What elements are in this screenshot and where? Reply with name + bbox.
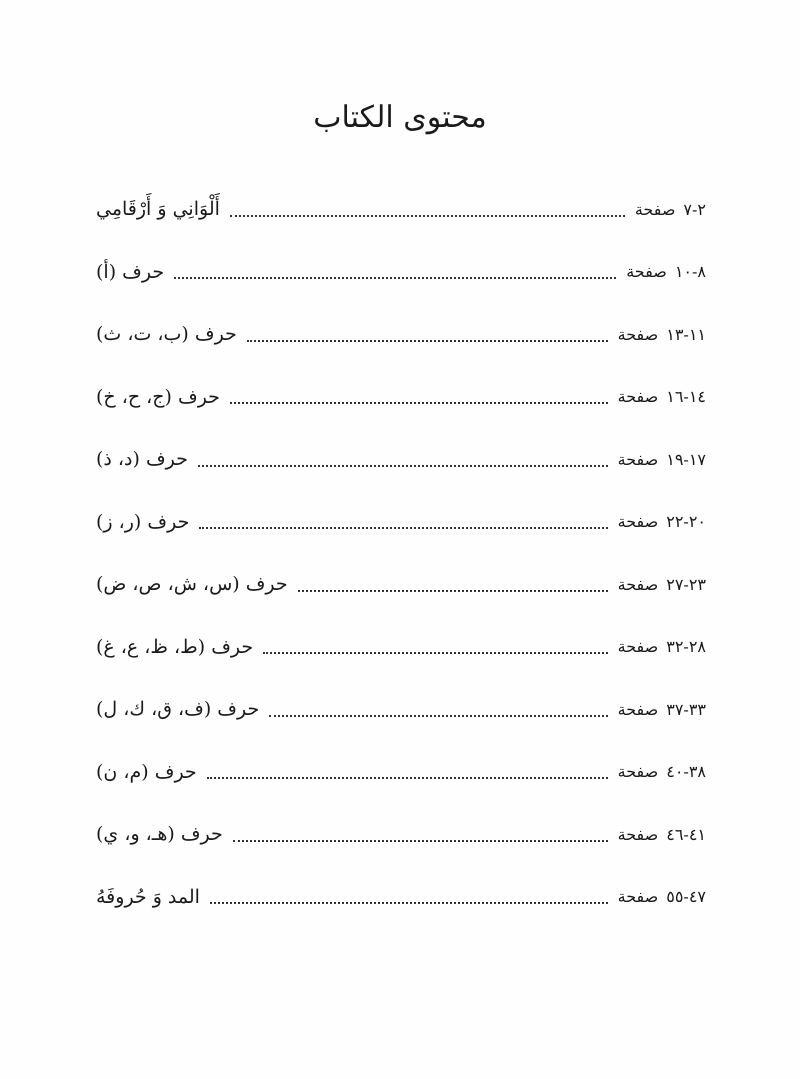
toc-entry — [96, 803, 706, 866]
toc-entry-title: حرف (م، ن) — [96, 760, 197, 783]
page-range: ١١-١٣ — [666, 324, 706, 344]
page-range: ٢٣-٢٧ — [666, 574, 706, 594]
page-range: ١٤-١٦ — [666, 387, 706, 407]
dot-leader — [230, 401, 608, 404]
page-word: صفحة — [634, 199, 676, 219]
page-word: صفحة — [617, 512, 659, 532]
toc-entry — [96, 241, 706, 304]
dot-leader — [233, 839, 608, 842]
toc-entry-page — [618, 325, 706, 344]
page-word: صفحة — [617, 574, 659, 594]
toc-entry-title: حرف (ج، ح، خ) — [96, 385, 220, 408]
page-word: صفحة — [617, 824, 659, 844]
toc-entry-title: حرف (ب، ت، ث) — [96, 323, 237, 346]
page-word: صفحة — [617, 387, 659, 407]
toc-entry-page — [618, 762, 706, 781]
toc-entry-page — [618, 825, 706, 844]
toc-entry-page — [626, 262, 706, 281]
page-word: صفحة — [617, 449, 659, 469]
page-range: ٤١-٤٦ — [666, 824, 706, 844]
page-range: ٣٨-٤٠ — [666, 762, 706, 782]
toc-entry — [96, 866, 706, 929]
toc-entry-title: حرف (ط، ظ، ع، غ) — [96, 635, 254, 658]
toc-entry-title: حرف (س، ش، ص، ض) — [96, 573, 288, 596]
toc-entry — [96, 428, 706, 491]
toc-entry — [96, 491, 706, 554]
page-range: ٤٧-٥٥ — [666, 887, 706, 907]
toc-entry-page — [618, 637, 706, 656]
page-word: صفحة — [617, 699, 659, 719]
dot-leader — [207, 776, 608, 779]
toc-entry-page — [618, 450, 706, 469]
dot-leader — [210, 901, 608, 904]
toc-entry — [96, 741, 706, 804]
page-range: ١٧-١٩ — [666, 449, 706, 469]
toc-entry-title: حرف (د، ذ) — [96, 448, 188, 471]
dot-leader — [298, 589, 608, 592]
page-range: ٢-٧ — [683, 199, 706, 219]
toc-entry — [96, 616, 706, 679]
toc-entry-page — [618, 512, 706, 531]
toc-entry — [96, 553, 706, 616]
page-range: ٣٣-٣٧ — [666, 699, 706, 719]
toc-entry-title: حرف (هـ، و، ي) — [96, 823, 223, 846]
page-word: صفحة — [626, 262, 667, 282]
dot-leader — [230, 214, 625, 217]
toc-entry-title: أَلْوَانِي وَ أَرْقَامِي — [96, 198, 220, 221]
table-of-contents — [96, 178, 706, 928]
toc-entry-page — [618, 887, 706, 906]
toc-entry-page — [618, 575, 706, 594]
page-word: صفحة — [617, 762, 659, 782]
page-range: ٢٨-٣٢ — [666, 637, 706, 657]
dot-leader — [174, 276, 616, 279]
toc-entry-title: المد وَ حُروفَهُ — [96, 885, 200, 908]
toc-entry — [96, 303, 706, 366]
toc-entry-page — [618, 387, 706, 406]
page-title: محتوى الكتاب — [313, 100, 487, 135]
toc-entry-page — [635, 200, 706, 219]
toc-entry — [96, 678, 706, 741]
dot-leader — [198, 464, 608, 467]
toc-entry — [96, 366, 706, 429]
page-word: صفحة — [617, 324, 659, 344]
page-range: ٢٠-٢٢ — [666, 512, 706, 532]
dot-leader — [247, 339, 608, 342]
page-word: صفحة — [617, 637, 659, 657]
page-word: صفحة — [617, 887, 659, 907]
dot-leader — [269, 714, 607, 717]
dot-leader — [263, 651, 608, 654]
page-range: ٨-١٠ — [674, 262, 706, 282]
toc-entry-title: حرف (ف، ق، ك، ل) — [96, 698, 260, 721]
toc-entry-page — [618, 700, 706, 719]
toc-entry-title: حرف (أ) — [96, 260, 165, 283]
toc-entry — [96, 178, 706, 241]
dot-leader — [199, 526, 607, 529]
toc-entry-title: حرف (ر، ز) — [96, 510, 190, 533]
